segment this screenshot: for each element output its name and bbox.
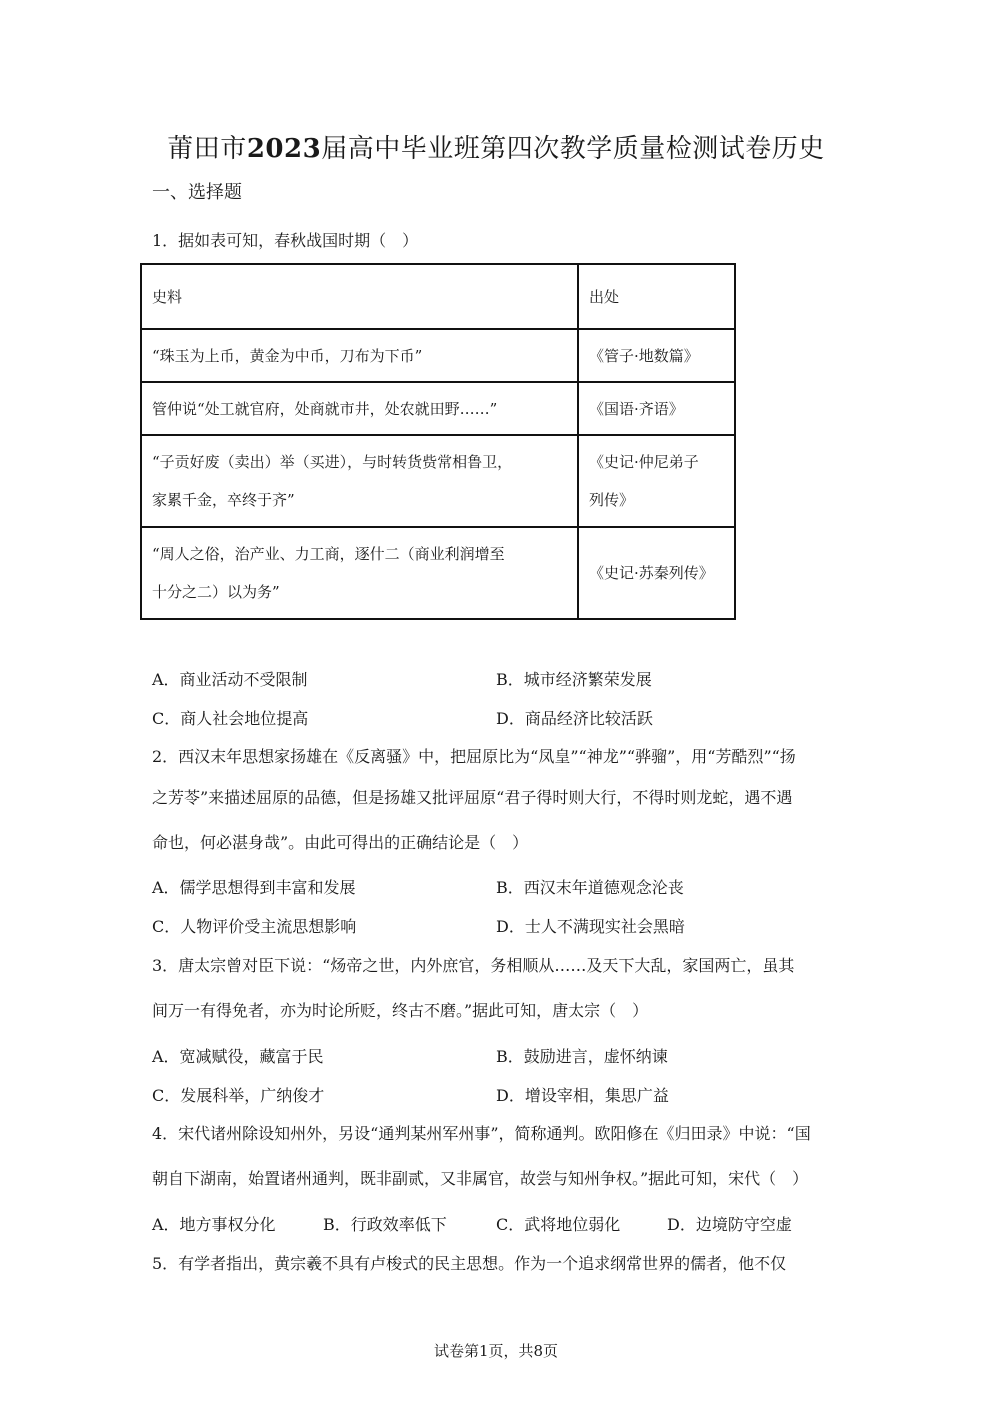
q3-option-d: D．增设宰相，集思广益 — [496, 1086, 669, 1105]
q1-option-b: B．城市经济繁荣发展 — [496, 670, 652, 689]
question-3-line: 3．唐太宗曾对臣下说：“炀帝之世，内外庶官，务相顺从……及天下大乱，家国两亡，虽其 — [152, 956, 795, 975]
q4-option-b: B．行政效率低下 — [323, 1215, 447, 1234]
question-5-line: 5．有学者指出，黄宗羲不具有卢梭式的民主思想。作为一个追求纲常世界的儒者，他不仅 — [152, 1254, 787, 1273]
table-cell-line: 列传》 — [589, 491, 635, 509]
table-cell: 管仲说“处工就官府，处商就市井，处农就田野……” — [141, 382, 578, 435]
q3-option-b: B．鼓励进言，虚怀纳谏 — [496, 1047, 668, 1066]
table-cell-line: 《史记·仲尼弟子 — [589, 453, 699, 471]
question-4-line: 朝自下湖南，始置诸州通判，既非副贰，又非属官，故尝与知州争权。”据此可知，宋代（ ） — [152, 1169, 809, 1188]
q4-option-a: A．地方事权分化 — [152, 1215, 276, 1234]
q1-option-a: A．商业活动不受限制 — [152, 670, 308, 689]
q1-option-c: C．商人社会地位提高 — [152, 709, 309, 728]
table-cell-line: 十分之二）以为务” — [152, 583, 280, 601]
table-header-cell: 出处 — [578, 264, 735, 329]
question-4-line: 4．宋代诸州除设知州外，另设“通判某州军州事”，简称通判。欧阳修在《归田录》中说：“国 — [152, 1124, 811, 1143]
table-cell-line: 家累千金，卒终于齐” — [152, 491, 295, 509]
page-footer: 试卷第1页，共8页 — [433, 1342, 559, 1360]
table-cell-line: “子贡好废（卖出）举（买进），与时转货赀常相鲁卫， — [152, 453, 513, 471]
table-row — [141, 382, 735, 435]
q4-option-d: D．边境防守空虚 — [667, 1215, 792, 1234]
page-title: 莆田市2023届高中毕业班第四次教学质量检测试卷历史 — [167, 134, 825, 164]
table-cell-line: “周人之俗，治产业、力工商，逐什二（商业利润增至 — [152, 545, 505, 563]
table-cell: 《管子·地数篇》 — [578, 329, 735, 382]
source-table — [140, 263, 736, 620]
q2-option-c: C．人物评价受主流思想影响 — [152, 917, 357, 936]
table-cell: “珠玉为上币，黄金为中币，刀布为下币” — [141, 329, 578, 382]
q4-option-c: C．武将地位弱化 — [496, 1215, 621, 1234]
table-cell — [141, 527, 578, 619]
table-row — [141, 435, 735, 527]
table-cell — [578, 435, 735, 527]
table-row — [141, 527, 735, 619]
question-2-line: 命也，何必湛身哉”。由此可得出的正确结论是（ ） — [152, 833, 529, 852]
q3-option-a: A．宽减赋役，藏富于民 — [152, 1047, 324, 1066]
question-2-line: 之芳苓”来描述屈原的品德，但是扬雄又批评屈原“君子得时则大行，不得时则龙蛇，遇不遇 — [152, 788, 793, 807]
table-row — [141, 329, 735, 382]
table-cell — [141, 435, 578, 527]
table-cell: 《国语·齐语》 — [578, 382, 735, 435]
q2-option-d: D．士人不满现实社会黑暗 — [496, 917, 685, 936]
table-header-cell: 史料 — [141, 264, 578, 329]
question-1-stem: 1．据如表可知，春秋战国时期（ ） — [152, 231, 419, 250]
question-3-line: 间万一有得免者，亦为时论所贬，终古不磨。”据此可知，唐太宗（ ） — [152, 1001, 649, 1020]
table-cell: 《史记·苏秦列传》 — [578, 527, 735, 619]
q2-option-a: A．儒学思想得到丰富和发展 — [152, 878, 356, 897]
section-heading: 一、选择题 — [152, 182, 242, 203]
q3-option-c: C．发展科举，广纳俊才 — [152, 1086, 325, 1105]
q1-option-d: D．商品经济比较活跃 — [496, 709, 653, 728]
question-2-line: 2．西汉末年思想家扬雄在《反离骚》中，把屈原比为“凤皇”“神龙”“骅骝”，用“芳酷烈”“扬 — [152, 747, 796, 766]
table-header-row — [141, 264, 735, 329]
q2-option-b: B．西汉末年道德观念沦丧 — [496, 878, 684, 897]
